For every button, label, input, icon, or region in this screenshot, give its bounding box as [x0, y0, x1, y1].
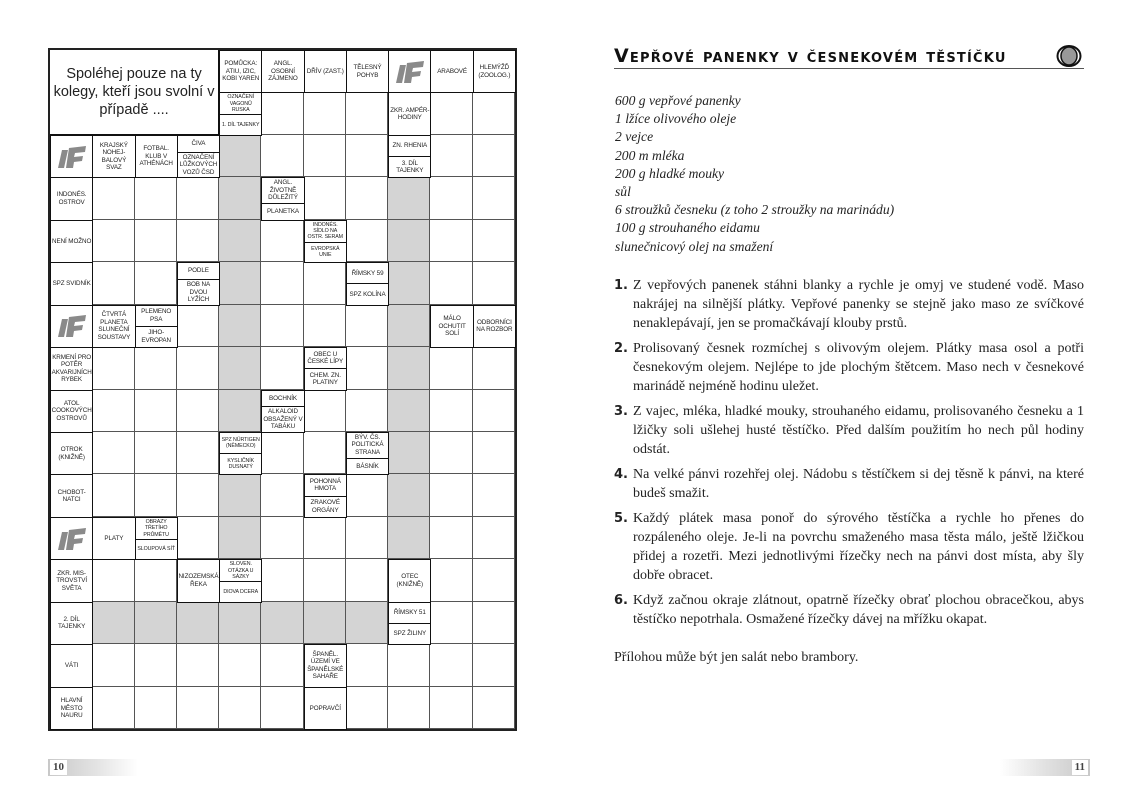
answer-cell[interactable] [304, 390, 346, 432]
publisher-f-logo-icon [50, 517, 93, 560]
clue-cell [388, 602, 431, 645]
clue-text: OBEC U ČESKÉ LÍPY [307, 350, 344, 366]
recipe-step [614, 339, 1084, 396]
solution-cell[interactable] [219, 220, 261, 262]
clue-text: KRMENÍ PRO POTĚR AKVARIJNÍCH RYBEK [51, 353, 92, 384]
clue-cell [304, 687, 347, 730]
clue-cell [50, 474, 93, 517]
answer-cell[interactable] [346, 474, 388, 516]
answer-cell[interactable] [346, 390, 388, 432]
answer-cell[interactable] [92, 390, 134, 432]
ingredient-item: 6 stroužků česneku (z toho 2 stroužky na marinádu) [615, 202, 895, 218]
answer-cell[interactable] [92, 687, 134, 729]
clue-text: INDONÉS. SÍDLO NA OSTR. SERAM [307, 221, 343, 241]
clue-cell [92, 305, 135, 348]
clue-text: ZKR. MIS-TROVSTVÍ SVĚTA [56, 569, 87, 592]
answer-cell[interactable] [473, 390, 515, 432]
clue-text: POMŮCKA: ATIU, IZIC, KOBI YAREN [222, 60, 260, 83]
answer-cell[interactable] [135, 432, 177, 474]
answer-cell[interactable] [430, 432, 472, 474]
clue-cell [177, 559, 220, 602]
clue-cell [304, 347, 347, 390]
answer-cell[interactable] [177, 687, 219, 729]
clue-cell [50, 262, 93, 305]
clue-text: ČTVRTÁ PLANETA SLUNEČNÍ SOUSTAVY [97, 311, 131, 341]
clue-text: ČIVA [191, 140, 206, 147]
clue-text: OTROK (KNIŽNĚ) [58, 446, 85, 461]
ingredients-list [615, 92, 894, 256]
clue-text: EVROPSKÁ UNIE [305, 242, 346, 262]
clue-text: OZNAČENÍ VAGONŮ RUSKA [227, 94, 254, 114]
clue-text: BÝV. ČS. POLITICKÁ STRANA [351, 433, 384, 457]
clue-text: PLATY [104, 534, 124, 542]
answer-cell[interactable] [346, 177, 388, 219]
clue-cell [388, 92, 431, 135]
clue-text: SPZ NÜRTIGEN (NĚMECKO) [221, 436, 260, 450]
step-text: Když začnou okraje zlátnout, opatrně řízečky obrať plochou obracečkou, abys těstíčko nepotrhala. Osmažené řízečky dávej na mřížku okapat. [633, 593, 1084, 627]
answer-cell[interactable] [261, 644, 303, 686]
step-number: 6. [614, 593, 628, 608]
clue-text: ANGL. OSOBNÍ ZÁJMENO [268, 60, 298, 83]
answer-cell[interactable] [177, 390, 219, 432]
clue-cell [50, 432, 93, 475]
answer-cell[interactable] [135, 262, 177, 304]
clue-cell [92, 517, 135, 560]
solution-cell[interactable] [92, 602, 134, 644]
answer-cell[interactable] [473, 92, 515, 134]
answer-cell[interactable] [304, 305, 346, 347]
answer-cell[interactable] [177, 644, 219, 686]
solution-cell[interactable] [219, 135, 261, 177]
answer-cell[interactable] [304, 559, 346, 601]
clue-text: ZRAKOVÉ ORGÁNY [305, 496, 346, 517]
answer-cell[interactable] [261, 92, 303, 134]
answer-cell[interactable] [92, 474, 134, 516]
clue-cell [135, 517, 178, 560]
clue-cell [430, 305, 473, 348]
clue-cell [346, 50, 389, 93]
clue-text: ZN. RHENIA [392, 142, 428, 150]
clue-text: ODBORNÍCI NA ROZBOR [476, 318, 513, 334]
publisher-f-logo-icon [50, 305, 93, 348]
clue-text: HLAVNÍ MĚSTO NAURU [60, 696, 83, 720]
answer-cell[interactable] [473, 432, 515, 474]
solution-cell[interactable] [177, 602, 219, 644]
solution-cell[interactable] [219, 347, 261, 389]
answer-cell[interactable] [304, 262, 346, 304]
answer-cell[interactable] [261, 305, 303, 347]
answer-cell[interactable] [473, 177, 515, 219]
answer-cell[interactable] [261, 559, 303, 601]
answer-cell[interactable] [177, 432, 219, 474]
answer-cell[interactable] [430, 559, 472, 601]
clue-text: OZNAČENÍ LŮŽKOVÝCH VOZŮ ČSD [179, 153, 218, 176]
answer-cell[interactable] [346, 517, 388, 559]
ingredient-item: slunečnicový olej na smažení [615, 238, 774, 254]
clue-cell [177, 135, 220, 178]
answer-cell[interactable] [346, 644, 388, 686]
clue-cell [135, 305, 178, 348]
answer-cell[interactable] [219, 644, 261, 686]
answer-cell[interactable] [430, 602, 472, 644]
answer-cell[interactable] [473, 517, 515, 559]
clue-text: BOCHNÍK [268, 394, 297, 402]
step-text: Z vajec, mléka, hladké mouky, strouhaného eidamu, prolisovaného česneku a 1 lžičky soli ušlehej husté těstíčko. Před dalším použitím ho nech půl hodiny odstát. [633, 404, 1084, 457]
clue-cell [304, 644, 347, 687]
answer-cell[interactable] [219, 687, 261, 729]
answer-cell[interactable] [92, 262, 134, 304]
answer-cell[interactable] [430, 644, 472, 686]
clue-text: INDONÉS. OSTROV [56, 191, 87, 207]
clue-text: CHOBOT-NATCI [57, 488, 86, 504]
answer-cell[interactable] [261, 135, 303, 177]
recipe-step [614, 276, 1084, 333]
step-number: 1. [614, 278, 628, 293]
answer-cell[interactable] [430, 517, 472, 559]
clue-cell [304, 220, 347, 263]
clue-cell [473, 50, 516, 93]
answer-cell[interactable] [304, 432, 346, 474]
page-number-left [48, 759, 138, 776]
clue-cell [50, 644, 93, 687]
ingredient-item: 1 lžíce olivového oleje [615, 111, 737, 127]
solution-cell[interactable] [304, 602, 346, 644]
answer-cell[interactable] [346, 687, 388, 729]
answer-cell[interactable] [261, 262, 303, 304]
recipe-title-bar [614, 44, 1084, 69]
answer-cell[interactable] [430, 262, 472, 304]
ingredient-item: 2 vejce [615, 129, 654, 145]
clue-text: HLEMÝŽĎ (ZOOLOG.) [478, 64, 511, 79]
clue-text: ŘÍMSKY 51 [393, 609, 426, 617]
answer-cell[interactable] [430, 92, 472, 134]
plate-icon [1056, 45, 1082, 67]
page-number-right-text: 11 [1072, 760, 1088, 775]
answer-cell[interactable] [473, 474, 515, 516]
clue-text: 2. DÍL TAJENKY [58, 615, 86, 631]
answer-cell[interactable] [261, 687, 303, 729]
ingredient-item: 200 g hladké mouky [615, 165, 725, 181]
answer-cell[interactable] [135, 177, 177, 219]
clue-text: ATOL COOKOVÝCH OSTROVŮ [51, 399, 92, 422]
clue-cell [219, 559, 262, 602]
clue-text: ARABOVÉ [437, 67, 467, 75]
answer-cell[interactable] [177, 517, 219, 559]
clue-cell [388, 559, 431, 602]
answer-cell[interactable] [304, 517, 346, 559]
clue-text: DŘÍV (ZAST.) [306, 67, 344, 75]
answer-cell[interactable] [92, 347, 134, 389]
recipe-step [614, 591, 1084, 629]
answer-cell[interactable] [177, 347, 219, 389]
clue-text: CHEM. ZN. PLATINY [305, 368, 346, 389]
clue-cell [261, 50, 304, 93]
clue-text: ZKR. AMPÉR-HODINY [390, 106, 430, 122]
clue-text: ŠPANĚL. ÚZEMÍ VE ŠPANĚLSKÉ SAHAŘE [307, 650, 344, 681]
clue-text: KYSLIČNÍK DUSNATÝ [220, 453, 261, 474]
clue-text: POPRAVČÍ [309, 704, 341, 712]
answer-cell[interactable] [346, 305, 388, 347]
clue-cell [346, 432, 389, 475]
solution-cell[interactable] [388, 220, 430, 262]
answer-cell[interactable] [346, 347, 388, 389]
clue-cell [304, 50, 347, 93]
publisher-f-logo-icon [388, 50, 431, 93]
answer-cell[interactable] [92, 559, 134, 601]
recipe-step [614, 465, 1084, 503]
answer-cell[interactable] [430, 390, 472, 432]
answer-cell[interactable] [430, 177, 472, 219]
answer-cell[interactable] [473, 135, 515, 177]
solution-cell[interactable] [388, 474, 430, 516]
clue-cell [135, 135, 178, 178]
step-number: 4. [614, 467, 628, 482]
answer-cell[interactable] [135, 559, 177, 601]
ingredient-item: 100 g strouhaného eidamu [615, 220, 760, 236]
clue-text: NENÍ MOŽNO [52, 237, 92, 245]
clue-cell [261, 390, 304, 433]
answer-cell[interactable] [473, 602, 515, 644]
answer-cell[interactable] [177, 305, 219, 347]
step-text: Prolisovaný česnek rozmíchej s olivovým olejem. Plátky masa osol a potři česnekovým olejem. Nejlépe to jde plochým štětcem. Maso nech v česnekové marinádě nejméně hodinu uležet. [633, 341, 1084, 394]
answer-cell[interactable] [388, 687, 430, 729]
solution-cell[interactable] [219, 305, 261, 347]
answer-cell[interactable] [430, 474, 472, 516]
step-number: 5. [614, 511, 628, 526]
solution-cell[interactable] [219, 177, 261, 219]
answer-cell[interactable] [135, 644, 177, 686]
clue-text: PLEMENO PSA [141, 308, 172, 323]
answer-cell[interactable] [92, 432, 134, 474]
clue-text: FOTBAL. KLUB V ATHÉNÁCH [139, 145, 173, 168]
clue-cell [346, 262, 389, 305]
answer-cell[interactable] [346, 135, 388, 177]
clue-cell [50, 390, 93, 433]
solution-cell[interactable] [388, 347, 430, 389]
answer-cell[interactable] [473, 220, 515, 262]
clue-cell [219, 50, 262, 93]
answer-cell[interactable] [304, 177, 346, 219]
clue-text: DIOVA DCERA [220, 581, 261, 601]
clue-text: SPZ ŽILINY [389, 623, 430, 644]
answer-cell[interactable] [261, 517, 303, 559]
ingredient-item: 600 g vepřové panenky [615, 93, 741, 108]
clue-cell [50, 177, 93, 220]
recipe-step [614, 402, 1084, 459]
answer-cell[interactable] [346, 92, 388, 134]
recipe-title: Vepřové panenky v česnekovém těstíčku [614, 45, 1007, 67]
clue-text: MÁLO OCHUTIT SOLÍ [438, 315, 466, 338]
clue-text: PLANETKA [262, 203, 303, 220]
clue-cell [50, 559, 93, 602]
solution-cell[interactable] [388, 390, 430, 432]
recipe-step [614, 509, 1084, 585]
clue-text: SPZ SVIDNÍK [52, 280, 91, 288]
clue-cell [473, 305, 516, 348]
clue-cell [50, 602, 93, 645]
answer-cell[interactable] [473, 687, 515, 729]
ingredient-item: 200 m mléka [615, 147, 685, 163]
solution-cell[interactable] [388, 305, 430, 347]
clue-text: POHONNÁ HMOTA [309, 477, 341, 493]
step-text: Na velké pánvi rozehřej olej. Nádobu s těstíčkem si dej těsně k pánvi, na které budeš smažit. [633, 467, 1084, 501]
answer-cell[interactable] [304, 92, 346, 134]
steps-list [614, 276, 1084, 635]
answer-cell[interactable] [473, 559, 515, 601]
solution-cell[interactable] [219, 602, 261, 644]
clue-text: ANGL. ŽIVOTNĚ DŮLEŽITÝ [268, 179, 298, 202]
clue-text: ŘÍMSKY 59 [351, 269, 384, 277]
answer-cell[interactable] [261, 347, 303, 389]
answer-cell[interactable] [261, 432, 303, 474]
solution-cell[interactable] [388, 262, 430, 304]
answer-cell[interactable] [346, 559, 388, 601]
answer-cell[interactable] [346, 220, 388, 262]
clue-cell [304, 474, 347, 517]
crossword-hint: Spoléhej pouze na ty kolegy, kteří jsou svolní v případě .... [50, 50, 219, 135]
solution-cell[interactable] [219, 517, 261, 559]
solution-cell[interactable] [135, 602, 177, 644]
solution-cell[interactable] [219, 262, 261, 304]
answer-cell[interactable] [92, 177, 134, 219]
answer-cell[interactable] [388, 644, 430, 686]
crossword-page [0, 0, 565, 800]
clue-cell [50, 220, 93, 263]
answer-cell[interactable] [177, 177, 219, 219]
clue-text: 1. DÍL TAJENKY [220, 114, 261, 134]
step-number: 2. [614, 341, 628, 356]
clue-cell [219, 432, 262, 475]
solution-cell[interactable] [388, 432, 430, 474]
clue-cell [50, 687, 93, 730]
answer-cell[interactable] [430, 687, 472, 729]
answer-cell[interactable] [135, 687, 177, 729]
crossword-grid [48, 48, 517, 731]
answer-cell[interactable] [135, 474, 177, 516]
clue-cell [430, 50, 473, 93]
clue-text: VÁTI [64, 662, 79, 670]
ingredient-item: sůl [615, 184, 631, 200]
solution-cell[interactable] [388, 177, 430, 219]
clue-text: SPZ KOLÍNA [347, 283, 388, 304]
answer-cell[interactable] [473, 262, 515, 304]
clue-cell [50, 347, 93, 390]
clue-cell [92, 135, 135, 178]
answer-cell[interactable] [261, 220, 303, 262]
solution-cell[interactable] [346, 602, 388, 644]
solution-cell[interactable] [261, 602, 303, 644]
solution-cell[interactable] [219, 390, 261, 432]
answer-cell[interactable] [92, 644, 134, 686]
answer-cell[interactable] [177, 474, 219, 516]
clue-cell [388, 135, 431, 178]
answer-cell[interactable] [177, 220, 219, 262]
answer-cell[interactable] [430, 347, 472, 389]
answer-cell[interactable] [135, 220, 177, 262]
clue-cell [177, 262, 220, 305]
answer-cell[interactable] [135, 390, 177, 432]
answer-cell[interactable] [261, 474, 303, 516]
answer-cell[interactable] [135, 347, 177, 389]
clue-text: 3. DÍL TAJENKY [389, 156, 430, 177]
clue-cell [261, 177, 304, 220]
serving-note: Přílohou může být jen salát nebo brambory. [614, 650, 859, 665]
answer-cell[interactable] [92, 220, 134, 262]
clue-text: ALKALOID OBSAŽENÝ V TABÁKU [263, 408, 303, 431]
step-number: 3. [614, 404, 628, 419]
clue-text: JIHO-EVROPAN [136, 326, 177, 347]
clue-text: BÁSNÍK [347, 458, 388, 475]
solution-cell[interactable] [388, 517, 430, 559]
clue-text: TĚLESNÝ POHYB [353, 64, 382, 79]
answer-cell[interactable] [304, 135, 346, 177]
clue-text: OTEC (KNIŽNĚ) [396, 573, 424, 588]
clue-text: OBRAZY TŘETÍHO PRŮMĚTU [143, 518, 169, 538]
publisher-f-logo-icon [50, 135, 93, 178]
clue-text: SLOUPOVÁ SÍŤ [136, 539, 177, 559]
page-number-left-text: 10 [50, 760, 67, 775]
clue-text: PODLE [188, 267, 209, 275]
answer-cell[interactable] [430, 135, 472, 177]
step-text: Každý plátek masa ponoř do sýrového těstíčka a rychle ho přenes do rozpáleného oleje. Je-li na povrchu smaženého masa těsta málo, ještě lžičkou přidej a rozetři. Mezi jednotlivými řízečky nech na pánvi dost místa, aby šly dobře obracet. [633, 511, 1084, 583]
clue-text: SLOVEN. OTÁZKA U SÁZKY [228, 561, 254, 580]
clue-text: NIZOZEMSKÁ ŘEKA [178, 573, 219, 588]
answer-cell[interactable] [473, 644, 515, 686]
answer-cell[interactable] [430, 220, 472, 262]
clue-text: BOB NA DVOU LYŽÍCH [178, 279, 219, 305]
step-text: Z vepřových panenek stáhni blanky a rychle je omyj ve studené vodě. Maso nakrájej na silnější plátky. Vepřové panenky se stejně jako maso ze svíčkové nenaklepávají, jen se promačkávají klouby prstů. [633, 278, 1084, 331]
clue-cell [219, 92, 262, 135]
solution-cell[interactable] [219, 474, 261, 516]
clue-text: KRAJSKÝ NOHEJ-BALOVÝ SVAZ [99, 141, 128, 172]
answer-cell[interactable] [473, 347, 515, 389]
page-number-right [1000, 759, 1090, 776]
